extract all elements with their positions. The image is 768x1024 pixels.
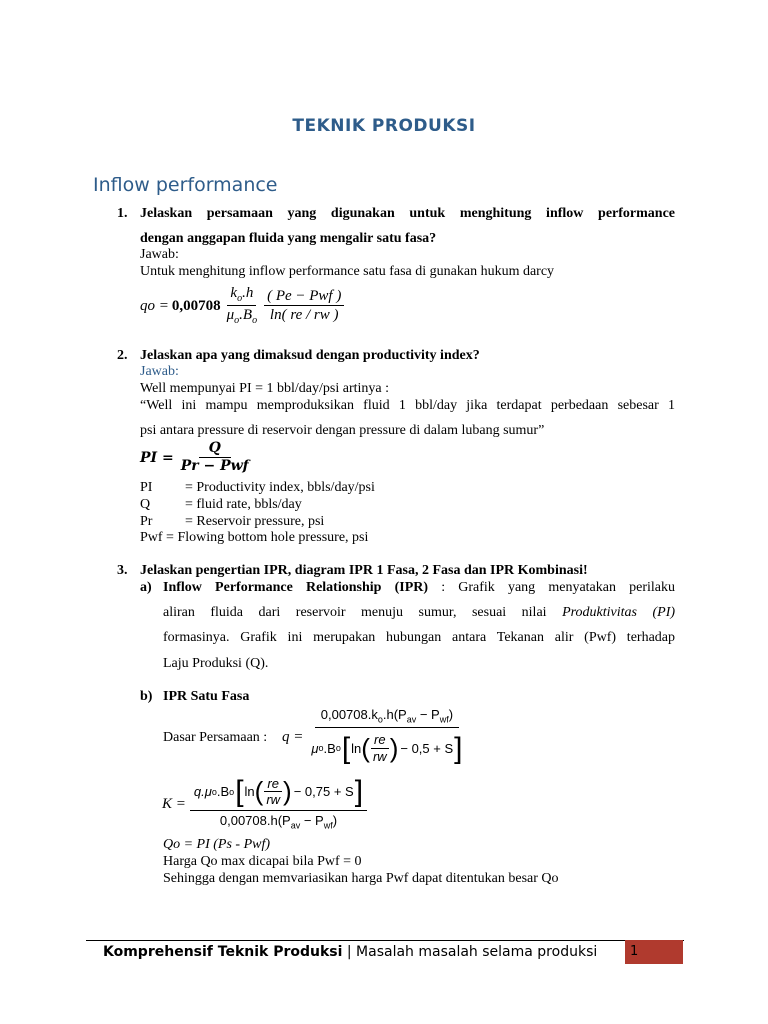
qo-equation: Qo = PI (Ps - Pwf) [163,837,271,852]
qo-variation-line: Sehingga dengan memvariasikan harga Pwf dapat ditentukan besar Qo [163,871,559,886]
q2-number: 2. [117,348,128,363]
q3a-line1: Inflow Performance Relationship (IPR) : Grafik yang menyatakan perilaku [163,580,676,595]
darcy-fraction-1: $\frac{k_o.h}{\mu_o.B_o}$ [226,285,258,327]
q2-line1: Well mempunyai PI = 1 bbl/day/psi artinya : [140,381,390,396]
q3-text: Jelaskan pengertian IPR, diagram IPR 1 Fasa, 2 Fasa dan IPR Kombinasi! [140,563,588,578]
q1-answer-text: Untuk menghitung inflow performance satu fasa di gunakan hukum darcy [140,264,555,279]
section-heading: Inflow performance [93,174,278,196]
pi-definitions [140,479,375,530]
def-row: PI = Productivity index, bbls/day/psi [140,480,375,495]
darcy-lhs: qo = [140,297,169,314]
q3a-letter: a) [140,580,152,595]
q2-quote-line2: psi antara pressure di reservoir dengan pressure di dalam lubang sumur” [140,423,545,438]
q1-number: 1. [117,206,128,221]
pi-fraction: $\frac{Q}{\text{Pr − Pwf}}$ [180,440,249,475]
footer-rule [86,940,684,941]
page-number: 1 [630,944,639,959]
q3b-term: IPR Satu Fasa [163,689,250,704]
ipr-term: Inflow Performance Relationship (IPR) [163,580,429,595]
darcy-constant: 0,00708 [171,297,221,314]
darcy-fraction-2: $\frac{\text{( Pe − Pwf )}}{\ln( re / rw )}$ [264,287,344,325]
q1-answer-label: Jawab: [140,247,179,262]
q1-text-line1: Jelaskan persamaan yang digunakan untuk menghitung inflow performance [140,206,675,221]
q3a-line3: formasinya. Grafik ini merupakan hubungan antara Tekanan alir (Pwf) terhadap [163,630,675,645]
q3-number: 3. [117,563,128,578]
q3b-letter: b) [140,689,153,704]
pi-formula [140,440,252,476]
k-fraction: q.μ o .B o [ ln ( $\frac{re}{rw}$ ) − 0,75 + S ] $0,00708.h(P_{av} - P_{wf})$ [190,774,367,834]
k-formula: K = q.μ o .B o [ ln ( $\frac{re}{rw}$ ) − 0,75 + S ] $0,00708.h(P_{av} - P_{wf})$ [162,772,367,836]
q2-text: Jelaskan apa yang dimaksud dengan productivity index? [140,348,480,363]
qo-max-line: Harga Qo max dicapai bila Pwf = 0 [163,854,362,869]
dasar-persamaan: Dasar Persamaan : [163,730,268,745]
footer-text: Komprehensif Teknik Produksi | Masalah masalah selama produksi [103,944,598,960]
q2-quote-line1: “Well ini mampu memproduksikan fluid 1 bbl/day jika terdapat perbedaan sebesar 1 [140,398,675,413]
def-row: Q = fluid rate, bbls/day [140,497,302,512]
q3a-line4: Laju Produksi (Q). [163,656,269,671]
q2-answer-label: Jawab: [140,364,179,379]
def-row: Pr = Reservoir pressure, psi [140,514,325,529]
q3a-line2: aliran fluida dari reservoir menuju sumur, sesuai nilai Produktivitas (PI) [163,605,676,620]
footer-chapter: Masalah masalah selama produksi [356,944,598,960]
footer-doc-title: Komprehensif Teknik Produksi [103,944,343,960]
q-formula: q = $0,00708.k_o.h(P_{av} - P_{wf})$ μ o .B o [ ln ( $\frac{re}{rw}$ ) − 0,5 + S ] [282,701,466,773]
page-title: TEKNIK PRODUKSI [292,116,476,136]
q-fraction: $0,00708.k_o.h(P_{av} - P_{wf})$ μ o .B o [ ln ( $\frac{re}{rw}$ ) − 0,5 + S ] [311,706,463,765]
pi-lhs: PI = [140,450,174,466]
darcy-formula [140,283,344,329]
q1-text-line2: dengan anggapan fluida yang mengalir satu fasa? [140,231,437,246]
pwf-definition: Pwf = Flowing bottom hole pressure, psi [140,530,369,545]
